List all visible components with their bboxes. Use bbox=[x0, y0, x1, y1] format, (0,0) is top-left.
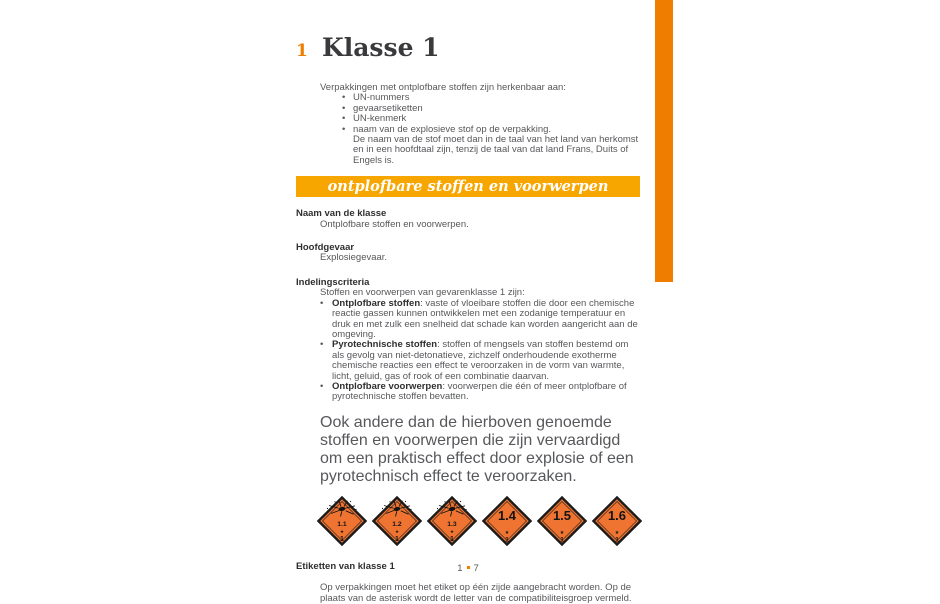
criteria-lead: Stoffen en voorwerpen van gevarenklasse 1 zijn: bbox=[320, 287, 525, 299]
criteria-closing-paragraph: Ook andere dan de hierboven genoemde stoffen en voorwerpen die zijn vervaardigd om een praktisch effect door explosie of een pyrotechnisch effect te veroorzaken. bbox=[320, 413, 634, 485]
hazard-label-1-1 bbox=[317, 496, 367, 546]
chapter-number: 1 bbox=[296, 41, 308, 61]
term-definition: : voorwerpen die één of meer ontplofbare of pyrotechnische stoffen bevatten. bbox=[332, 380, 627, 403]
footer-chapter-number: 1 bbox=[457, 563, 463, 574]
subdivision-number: 1.2 bbox=[392, 520, 402, 528]
section-heading-hoofdgevaar: Hoofdgevaar bbox=[296, 242, 355, 254]
page-footer bbox=[296, 560, 640, 574]
section-body-hoofdgevaar: Explosiegevaar. bbox=[320, 252, 388, 264]
compatibility-star: ★ bbox=[394, 528, 400, 534]
compatibility-star: ★ bbox=[614, 529, 620, 536]
subdivision-number: 1.5 bbox=[552, 507, 572, 523]
hazard-label-1-2 bbox=[372, 496, 422, 546]
class-number: 1 bbox=[450, 535, 454, 543]
chapter-tab-bar bbox=[655, 0, 673, 282]
subdivision-number: 1.1 bbox=[337, 520, 347, 528]
class-banner: ontplofbare stoffen en voorwerpen bbox=[296, 176, 640, 197]
class-number: 1 bbox=[340, 535, 344, 543]
hazard-label-row bbox=[317, 496, 640, 546]
term-pyrotechnische-stoffen: Pyrotechnische stoffen bbox=[332, 339, 438, 351]
criteria-bullet-list bbox=[296, 299, 640, 403]
intro-note: De naam van de stof moet dan in de taal van het land van herkomst en in een hoofdtaal zijn, tenzij de taal van dat land Frans, Duits of Engels is. bbox=[353, 134, 639, 166]
list-item bbox=[332, 382, 640, 403]
compatibility-star: ★ bbox=[449, 528, 455, 534]
compatibility-star: ★ bbox=[504, 529, 510, 536]
list-item: • UN-kenmerk bbox=[353, 114, 640, 124]
term-definition: : vaste of vloeibare stoffen die door een chemische reactie gassen kunnen ontwikkelen met een zodanige temperatuur en druk en met zulk een snelheid dat schade kan worden aangericht aan de omgeving. bbox=[332, 297, 638, 340]
subdivision-number: 1.4 bbox=[497, 507, 517, 523]
intro-lead: Verpakkingen met ontplofbare stoffen zijn herkenbaar aan: bbox=[320, 82, 566, 93]
list-item bbox=[332, 340, 640, 382]
class-number: 1 bbox=[615, 536, 619, 544]
compatibility-star: ★ bbox=[339, 528, 345, 534]
section-heading-etiketten: Etiketten van klasse 1 bbox=[296, 560, 395, 572]
intro-bullet-list bbox=[296, 93, 640, 135]
list-item bbox=[332, 299, 640, 341]
compatibility-star: ★ bbox=[559, 529, 565, 536]
subdivision-number: 1.6 bbox=[607, 507, 627, 523]
section-heading-indelingscriteria: Indelingscriteria bbox=[296, 276, 370, 288]
list-item: • gevaarsetiketten bbox=[353, 104, 640, 114]
class-number: 1 bbox=[395, 535, 399, 543]
page-title: Klasse 1 bbox=[322, 33, 440, 62]
hazard-label-1-6 bbox=[592, 496, 642, 546]
hazard-label-1-3 bbox=[427, 496, 477, 546]
list-item: • UN-nummers bbox=[353, 93, 640, 103]
section-heading-naam: Naam van de klasse bbox=[296, 208, 387, 220]
list-item: • naam van de explosieve stof op de verpakking. bbox=[353, 125, 640, 135]
chapter-title-row bbox=[296, 33, 640, 62]
hazard-label-1-5 bbox=[537, 496, 587, 546]
class-number: 1 bbox=[560, 536, 564, 544]
subdivision-number: 1.3 bbox=[447, 520, 457, 528]
term-definition: : stoffen of mengsels van stoffen bestemd om als gevolg van niet-detonatieve, zichzelf onderhoudende exotherme chemische reacties een effect te veroorzaken in de vorm van warmte, licht, geluid, gas of rook of een combinatie daarvan. bbox=[332, 339, 629, 382]
content-column bbox=[296, 0, 640, 604]
section-body-etiketten: Op verpakkingen moet het etiket op één zijde aangebracht worden. Op de plaats van de asterisk wordt de letter van de compatibiliteisgroep vermeld. bbox=[320, 582, 632, 604]
class-number: 1 bbox=[505, 536, 509, 544]
term-ontplofbare-voorwerpen: Ontplofbare voorwerpen bbox=[332, 380, 443, 392]
term-ontplofbare-stoffen: Ontplofbare stoffen bbox=[332, 297, 421, 309]
section-body-naam: Ontplofbare stoffen en voorwerpen. bbox=[320, 218, 469, 230]
footer-dot-icon bbox=[467, 566, 470, 569]
footer-page-number: 7 bbox=[473, 563, 479, 574]
hazard-label-1-4 bbox=[482, 496, 532, 546]
